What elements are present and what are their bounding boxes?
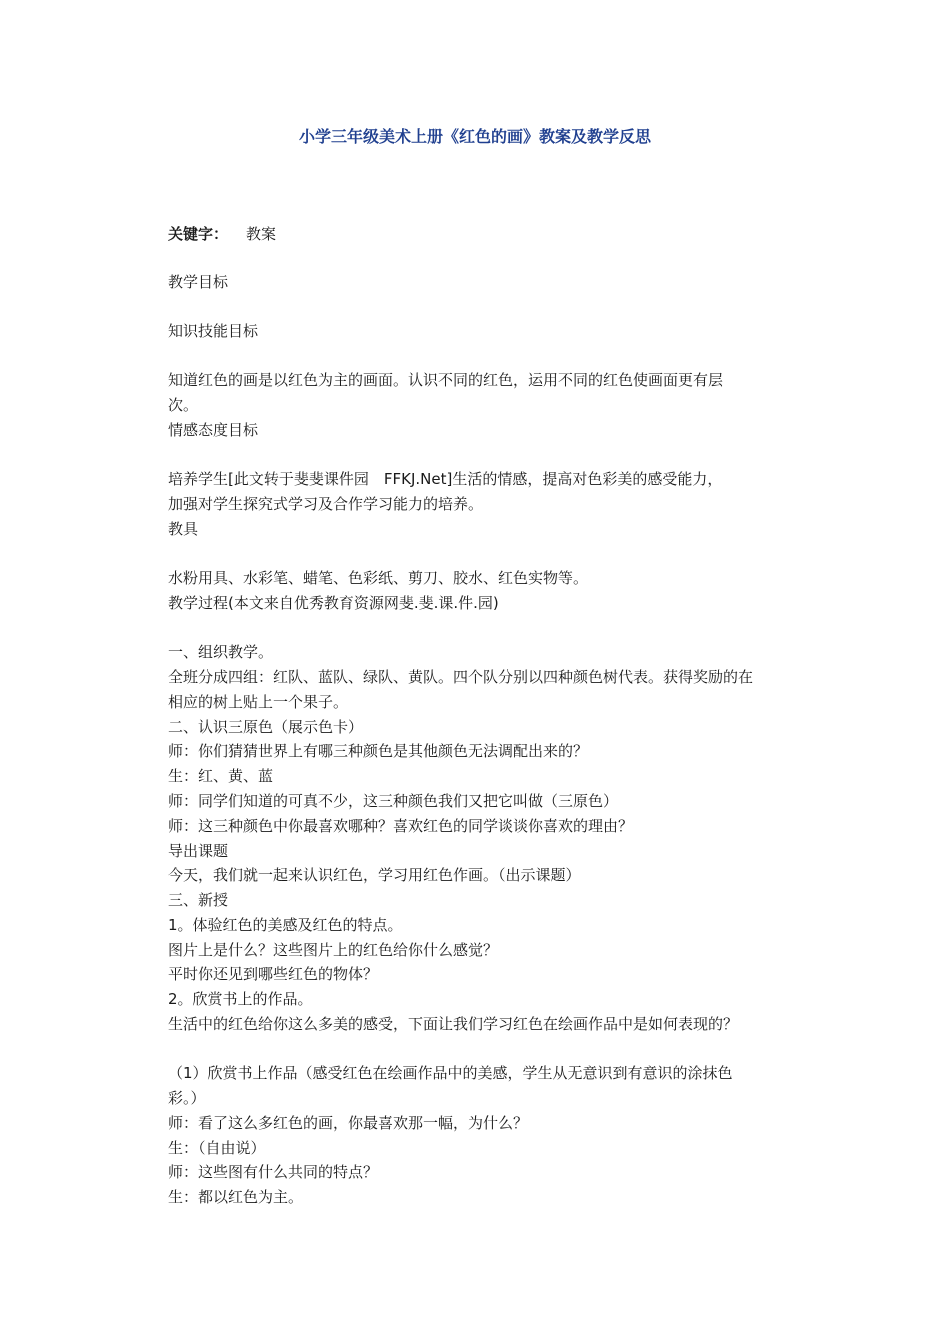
text-line: 知识技能目标 xyxy=(168,322,259,340)
text-line: 相应的树上贴上一个果子。 xyxy=(168,693,349,711)
text-line: 教具 xyxy=(168,520,199,538)
text-line: 情感态度目标 xyxy=(168,421,259,439)
text-line: 培养学生[此文转于斐斐课件园 FFKJ.Net]生活的情感，提高对色彩美的感受能力， xyxy=(168,470,723,488)
text-line: 图片上是什么？这些图片上的红色给你什么感觉？ xyxy=(168,941,499,959)
document-title: 小学三年级美术上册《红色的画》教案及教学反思 xyxy=(298,127,651,146)
text-line: 一、组织教学。 xyxy=(168,643,274,661)
text-line: 知道红色的画是以红色为主的画面。认识不同的红色，运用不同的红色使画面更有层 xyxy=(168,371,724,389)
text-line: 平时你还见到哪些红色的物体？ xyxy=(168,965,379,983)
text-line: 水粉用具、水彩笔、蜡笔、色彩纸、剪刀、胶水、红色实物等。 xyxy=(168,569,589,587)
text-line: 次。 xyxy=(168,396,199,414)
text-line: 师：同学们知道的可真不少，这三种颜色我们又把它叫做（三原色） xyxy=(168,792,619,810)
text-line: 三、新授 xyxy=(168,891,229,909)
keywords-value: 教案 xyxy=(246,225,277,243)
text-line: 今天，我们就一起来认识红色，学习用红色作画。（出示课题） xyxy=(168,866,581,884)
text-line: 彩。） xyxy=(168,1089,206,1107)
text-line: 生：红、黄、蓝 xyxy=(168,767,274,785)
text-line: 二、认识三原色（展示色卡） xyxy=(168,718,364,736)
keywords-row xyxy=(168,224,276,244)
text-line: 教学目标 xyxy=(168,273,229,291)
text-line: 导出课题 xyxy=(168,842,229,860)
keywords-label: 关键字： xyxy=(168,225,229,243)
text-line: 师：看了这么多红色的画，你最喜欢那一幅，为什么？ xyxy=(168,1114,529,1132)
text-line: 全班分成四组：红队、蓝队、绿队、黄队。四个队分别以四种颜色树代表。获得奖励的在 xyxy=(168,668,754,686)
text-line: 2。欣赏书上的作品。 xyxy=(168,990,313,1008)
text-line: 1。体验红色的美感及红色的特点。 xyxy=(168,916,403,934)
text-line: 生活中的红色给你这么多美的感受，下面让我们学习红色在绘画作品中是如何表现的？ xyxy=(168,1015,739,1033)
text-line: 师：这三种颜色中你最喜欢哪种？喜欢红色的同学谈谈你喜欢的理由？ xyxy=(168,817,634,835)
text-line: 师：这些图有什么共同的特点？ xyxy=(168,1163,379,1181)
text-line: 加强对学生探究式学习及合作学习能力的培养。 xyxy=(168,495,484,513)
text-line: （1）欣赏书上作品（感受红色在绘画作品中的美感，学生从无意识到有意识的涂抹色 xyxy=(168,1064,733,1082)
text-line: 生：（自由说） xyxy=(168,1139,266,1157)
text-line: 教学过程(本文来自优秀教育资源网斐.斐.课.件.园) xyxy=(168,594,499,612)
text-line: 师：你们猜猜世界上有哪三种颜色是其他颜色无法调配出来的？ xyxy=(168,742,589,760)
text-line: 生：都以红色为主。 xyxy=(168,1188,304,1206)
